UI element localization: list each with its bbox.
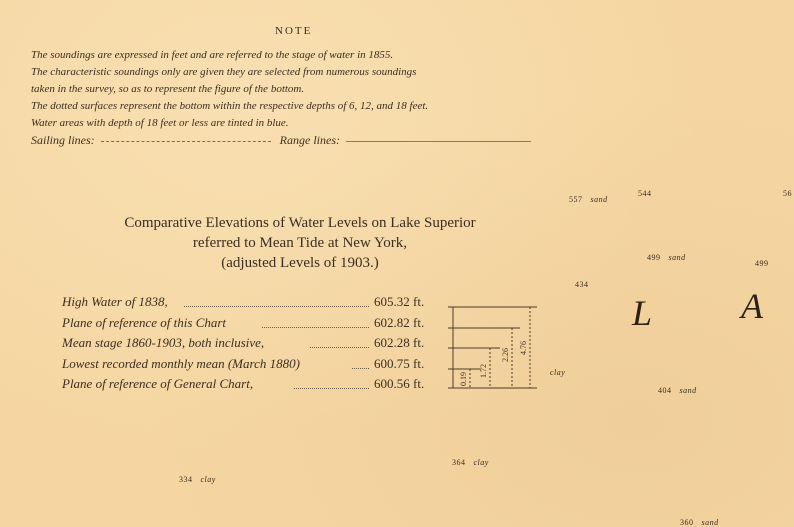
sounding-label: 360 sand	[680, 518, 719, 527]
comparison-title-line: referred to Mean Tide at New York,	[192, 235, 408, 251]
note-line: The characteristic soundings only are given they are selected from numerous soundings	[31, 66, 417, 78]
elevation-label: Plane of reference of General Chart,	[62, 376, 254, 391]
sounding-label: 56	[783, 189, 792, 198]
sounding-label: 499 sand	[647, 253, 686, 262]
lake-name-letter: A	[741, 286, 763, 326]
note-line: The soundings are expressed in feet and are referred to the stage of water in 1855.	[31, 49, 394, 61]
difference-label: 0.19	[459, 372, 468, 386]
elevation-value: 600.75 ft.	[374, 356, 425, 371]
lake-name-letter: L	[632, 293, 653, 333]
note-title: NOTE	[275, 25, 313, 37]
sounding-label: 544	[638, 189, 652, 198]
comparison-title-line: (adjusted Levels of 1903.)	[221, 255, 379, 271]
range-lines-label: Range lines:	[279, 133, 340, 147]
note-line: The dotted surfaces represent the bottom within the respective depths of 6, 12, and 18 feet.	[31, 100, 429, 112]
elevation-label: Mean stage 1860-1903, both inclusive,	[62, 335, 265, 350]
comparison-title-line: Comparative Elevations of Water Levels on Lake Superior	[124, 215, 476, 231]
elevation-value: 600.56 ft.	[374, 376, 425, 391]
sounding-label: 557 sand	[569, 195, 608, 204]
sailing-lines-label: Sailing lines:	[31, 133, 95, 147]
sounding-label: 334 clay	[179, 475, 216, 484]
elevation-value: 602.82 ft.	[374, 315, 425, 330]
elevation-value: 602.28 ft.	[374, 335, 425, 350]
difference-label: 1.72	[479, 364, 488, 378]
note-line: Water areas with depth of 18 feet or less are tinted in blue.	[31, 117, 289, 129]
sounding-label: 499	[755, 259, 769, 268]
sounding-label: clay	[550, 368, 566, 377]
elevation-label: Lowest recorded monthly mean (March 1880)	[62, 356, 300, 371]
elevation-value: 605.32 ft.	[374, 294, 425, 309]
elevation-label: Plane of reference of this Chart	[62, 315, 227, 330]
sounding-label: 434	[575, 280, 589, 289]
difference-label: 4.76	[519, 341, 528, 355]
difference-label: 2.26	[501, 348, 510, 362]
sounding-label: 404 sand	[658, 386, 697, 395]
sounding-label: 364 clay	[452, 458, 489, 467]
note-line: taken in the survey, so as to represent the figure of the bottom.	[31, 83, 305, 95]
elevation-label: High Water of 1838,	[62, 294, 168, 309]
